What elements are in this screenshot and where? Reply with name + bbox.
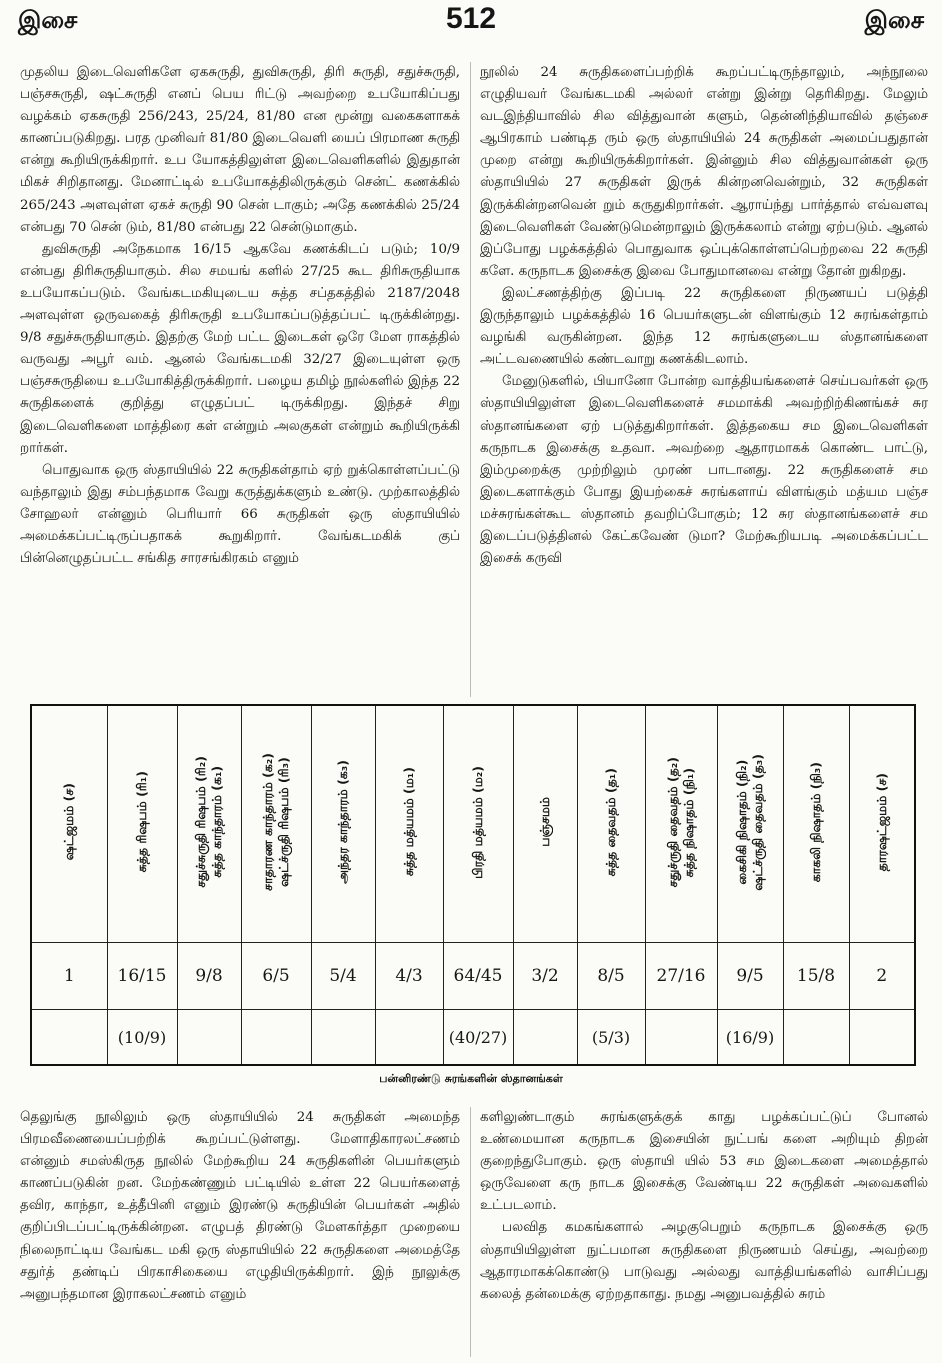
header-cell: அந்தர காந்தாரம் (க₃) [311,705,375,943]
paragraph: துவிசுருதி அநேகமாக 16/15 ஆகவே கணக்கிடப் படும்; 10/9 என்பது திரிசுருதியாகும். சில சமயங் களில் 27/25 கூட திரிசுருதியாக உபயோகப்படும். வேங்கடமகியுடைய சுத்த சப்தகத்தில் 2187/2048 அளவுள்ள ஒருவகைத் திரிசுருதி உபயோகப்படுத்தப்பட் டிருக்கின்றது. 9/8 சதுச்சுருதியாகும். இதற்கு மேற் பட்ட இடைகள் ஒரே மேள ராகத்தில் வருவது அபூர் வம். ஆனல் வேங்கடமகி 32/27 இடையுள்ள ஒரு பஞ்சசுருதியை உபயோகித்திருக்கிறார். பழைய தமிழ் நூல்களில் இந்த 22 சுருதிகளைக் குறித்து எழுதப்பட் டிருக்கிறது. இந்தச் சிறு இடைவெளிகளை மாத்திரை கள் என்றும் அலகுகள் என்றும் கூறியிருக்கி றார்கள். [20,241,460,456]
header-cell: சுத்த ரிஷபம் (ரி₁) [107,705,177,943]
table-cell [849,1010,915,1066]
table-cell [177,1010,241,1066]
paragraph: இலட்சணத்திற்கு இப்படி 22 சுருதிகளை நிருணயப் படுத்தி இருந்தாலும் பழக்கத்தில் 16 பெயர்களுடன் விளங்கும் 12 சுரங்கள்தாம் வழங்கி வருகின்றன. இந்த 12 சுரங்களுடைய ஸ்தானங்களை அட்டவணையில் கண்டவாறு கணக்கிடலாம். [480,285,928,368]
header-cell: காகலி நிஷாதம் (நி₃) [783,705,849,943]
table-cell: 8/5 [577,943,645,1010]
running-head-left: இசை [18,6,78,34]
table-cell: 16/15 [107,943,177,1010]
table-cell [645,1010,717,1066]
table-row-alternates [31,1010,915,1066]
swara-positions-table [30,704,916,1066]
table-cell [31,1010,107,1066]
table-cell [375,1010,443,1066]
table-cell: 2 [849,943,915,1010]
paragraph: பொதுவாக ஒரு ஸ்தாயியில் 22 சுருதிகள்தாம் ஏற் றுக்கொள்ளப்பட்டு வந்தாலும் இது சம்பந்தமாக வேறு கருத்துக்களும் உண்டு. முற்காலத்தில் சோஹலர் என்னும் பெரியார் 66 சுருதிகள் ஒரு ஸ்தாயியில் அமைக்கப்பட்டிருப்பதாகக் கூறுகிறார். வேங்கடமகிக் குப் பின்னெழுதப்பட்ட சங்கித சாரசங்கிரகம் எனும் [20,462,460,567]
header-cell: சுத்த தைவதம் (த₁) [577,705,645,943]
table-cell: 4/3 [375,943,443,1010]
header-cell: ஷட்ஜமம் (ச) [31,705,107,943]
text-column-bottom-left [20,1107,460,1357]
table-cell: (16/9) [717,1010,783,1066]
table-cell [241,1010,311,1066]
column-rule-bottom [470,1107,471,1357]
table-cell: 27/16 [645,943,717,1010]
header-cell: தாரஷட்ஜமம் (ச) [849,705,915,943]
swara-table-wrapper [30,704,914,1066]
header-cell: கைசிகி நிஷாதம் (நி₂) ஷட்ச்ருதி தைவதம் (த₃) [717,705,783,943]
table-cell: (10/9) [107,1010,177,1066]
text-column-top-left [20,62,460,697]
header-cell: சுத்த மத்யமம் (ம₁) [375,705,443,943]
table-cell [513,1010,577,1066]
table-cell: 1 [31,943,107,1010]
header-cell: சாதாரண காந்தாரம் (க₂) ஷட்ச்ருதி ரிஷபம் (ரி₃) [241,705,311,943]
table-cell: 5/4 [311,943,375,1010]
table-cell: 6/5 [241,943,311,1010]
header-cell: பஞ்சமம் [513,705,577,943]
running-head-right: இசை [864,6,924,34]
text-column-bottom-right [480,1107,928,1357]
table-cell: (40/27) [443,1010,513,1066]
header-cell: சதுச்சுருதி ரிஷபம் (ரி₂) சுத்த காந்தாரம் (க₁) [177,705,241,943]
table-cell: 9/8 [177,943,241,1010]
paragraph: பலவித கமகங்களால் அழகுபெறும் கருநாடக இசைக்கு ஒரு ஸ்தாயியிலுள்ள நுட்பமான சுருதிகளை நிருணயம் செய்து, அவற்றை ஆதாரமாகக்கொண்டு பாடுவது அல்லது வாத்தியங்களில் வாசிப்பது கலைத் தன்மைக்கு ஏற்றதாகாது. நமது அனுபவத்தில் சுரம் [480,1220,928,1302]
table-row-ratios [31,943,915,1010]
header-cell: சதுச்ருதி தைவதம் (த₂) சுத்த நிஷாதம் (நி₁) [645,705,717,943]
paragraph: நூலில் 24 சுருதிகளைப்பற்றிக் கூறப்பட்டிருந்தாலும், அந்நூலை எழுதியவர் வேங்கடமகி அல்லர் என்று இன்று தெரிகிறது. மேலும் வடஇந்தியாவில் சில வித்துவான் களும், தென்னிந்தியாவில் தஞ்சை ஆபிரகாம் பண்டித ரும் ஒரு ஸ்தாயியில் 24 சுருதிகள் அமைப்பதுதான் முறை என்று கூறியிருக்கிறார்கள். இன்னும் சில வித்துவான்கள் ஒரு ஸ்தாயியில் 27 சுருதிகள் இருக் கின்றனவென்றும், 32 சுருதிகள் இருக்கின்றனவென் றும் கருதுகிறார்கள். ஆராய்ந்து பார்த்தால் எவ்வளவு இடைவெளிகள் வேண்டுமென்றாலும் இருக்கலாம் என்று ஏற்படும். ஆனல் இப்போது பழக்கத்தில் பொதுவாக ஒப்புக்கொள்ளப்பெற்றவை 22 சுருதி களே. கருநாடக இசைக்கு இவை போதுமானவை என்று தோன் றுகிறது. [480,65,928,279]
paragraph: தெலுங்கு நூலிலும் ஒரு ஸ்தாயியில் 24 சுருதிகள் அமைந்த பிரமவீணையைப்பற்றிக் கூறப்பட்டுள்ளது. மேளாதிகாரலட்சணம் என்னும் சமஸ்கிருத நூலில் மேற்கூறிய 24 சுருதிகளின் பெயர்களும் காணப்படுகின் றன. மேற்கண்ணும் பட்டியில் உள்ள 22 பெயர்களைத் தவிர, காந்தா, உத்தீபினி எனும் இரண்டு சுருதியின் பெயர்கள் அதில் குறிப்பிடப்பட்டிருக்கின்றன. எழுபத் திரண்டு மேளகர்த்தா முறையை நிலைநாட்டிய வேங்கட மகி ஒரு ஸ்தாயியில் 22 சுருதிகளை அமைத்தே சதுர்த் தண்டிப் பிரகாசிகையை எழுதியிருக்கிறார். இந் நூலுக்கு அனுபந்தமான இராகலட்சணம் எனும் [20,1110,460,1302]
table-cell [783,1010,849,1066]
table-caption: பன்னிரண்டு சுரங்களின் ஸ்தானங்கள் [379,1072,563,1085]
table-cell: 3/2 [513,943,577,1010]
text-column-top-right [480,62,928,697]
paragraph: மேனுடுகளில், பியானோ போன்ற வாத்தியங்களைச் செய்பவர்கள் ஒரு ஸ்தாயியிலுள்ள இடைவெளிகளைச் சமமாக்கி அவற்றிற்கிணங்கச் சுர ஸ்தானங்களை ஏற் படுத்துகிறார்கள். இத்தகைய சம இடைவெளிகள் கருநாடக இசைக்கு உதவா. அவற்றை ஆதாரமாகக் கொண்ட பாட்டு, இம்முறைக்கு முற்றிலும் முரண் பாடானது. 22 சுருதிகளைச் சம இடைகளாக்கும் போது இயற்கைச் சுரங்களாய் விளங்கும் மத்யம பஞ்ச மச்சுரங்கள்கூட ஸ்தானம் தவறிப்போகும்; 12 சுர ஸ்தானங்களைச் சம இடைப்படுத்தினல் கேட்கவேண் டுமா? மேற்கூறியபடி அமைக்கப்பட்ட இசைக் கருவி [480,374,928,567]
table-cell [311,1010,375,1066]
paragraph: களிலுண்டாகும் சுரங்களுக்குக் காது பழக்கப்பட்டுப் போனல் உண்மையான கருநாடக இசையின் நுட்பங் களை அறியும் திறன் குறைந்துபோகும். ஒரு ஸ்தாயி யில் 53 சம இடைகளை அமைத்தால் ஒருவேளை கரு நாடக இசைக்கு வேண்டிய 22 சுருதிகள் அவைகளில் உட்படலாம். [480,1110,928,1214]
paragraph: முதலிய இடைவெளிகளே ஏகசுருதி, துவிசுருதி, திரி சுருதி, சதுச்சுருதி, பஞ்சசுருதி, ஷட்சுருதி எனப் பெய ரிட்டு அவற்றை உபயோகிப்பது வழக்கம் ஏகசுருதி 256/243, 25/24, 81/80 என மூன்று வகைகளாகக் காணப்படுகிறது. பரத முனிவர் 81/80 இடைவெளி யைப் பிரமாண சுருதி என்று கூறியிருக்கிறார். உப யோகத்திலுள்ள இடைவெளிகளில் இதுதான் மிகச் சிறிதானது. மேனாட்டில் உபயோகத்திலிருக்கும் சென்ட் கணக்கில் 265/243 அளவுள்ள ஏகச் சுருதி 90 சென் டாகும்; அதே கணக்கில் 25/24 என்பது 70 சென் டும், 81/80 என்பது 22 சென்டுமாகும். [20,65,460,235]
page-number: 512 [445,2,497,35]
table-header-row [31,705,915,943]
table-cell: 9/5 [717,943,783,1010]
table-cell: 15/8 [783,943,849,1010]
table-cell: 64/45 [443,943,513,1010]
header-cell: பிரதி மத்யமம் (ம₂) [443,705,513,943]
table-cell: (5/3) [577,1010,645,1066]
column-rule-top [470,62,471,697]
